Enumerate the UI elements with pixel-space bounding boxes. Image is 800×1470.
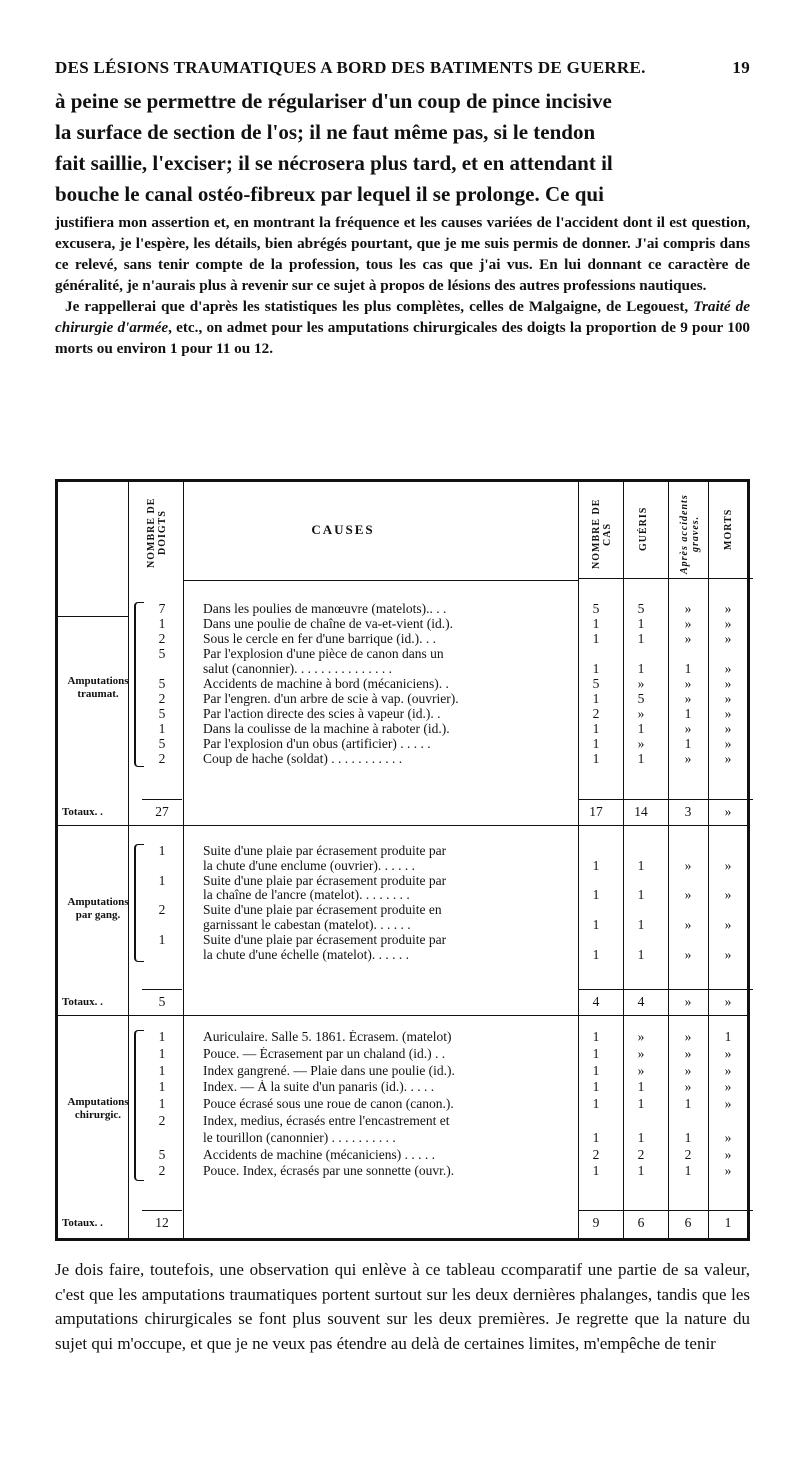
total-rule <box>142 1210 182 1211</box>
total-value: 17 <box>589 804 603 819</box>
cell-cause: salut (canonnier). . . . . . . . . . . . . . . <box>203 662 392 676</box>
total-value: » <box>724 804 732 819</box>
cell-value: 1 <box>592 917 600 932</box>
cell-nombre-doigts: 5 <box>158 646 166 661</box>
total-rule <box>578 989 753 990</box>
cell-value: » <box>684 917 692 932</box>
cell-cause: Dans une poulie de chaîne de va-et-vient (id.). <box>203 617 454 631</box>
cell-value: » <box>684 946 692 962</box>
cell-value: 1 <box>684 736 692 751</box>
total-value: 6 <box>684 1215 692 1230</box>
cell-value: 1 <box>592 1129 600 1145</box>
cell-cause: Par l'action directe des scies à vapeur (id.). . <box>203 707 441 721</box>
cell-value: 1 <box>592 887 600 903</box>
cell-value: 2 <box>592 706 600 721</box>
table-col-divider <box>128 482 129 1238</box>
cell-value: » <box>684 601 692 616</box>
header-nombre-cas: NOMBRE DE CAS <box>591 498 613 570</box>
cell-value: 1 <box>592 691 600 706</box>
cell-value: 1 <box>637 857 645 873</box>
total-label: Totaux. . <box>62 1217 103 1229</box>
cell-value: » <box>724 1079 732 1095</box>
cell-nombre-doigts: 1 <box>158 872 166 888</box>
cell-value: 5 <box>592 601 600 616</box>
total-value: 4 <box>592 994 600 1009</box>
cell-nombre-doigts: 2 <box>158 751 166 766</box>
group-separator <box>58 1015 747 1016</box>
cell-value: 1 <box>637 631 645 646</box>
page-number: 19 <box>732 58 750 77</box>
cell-cause: le tourillon (canonnier) . . . . . . . . . . <box>203 1130 396 1145</box>
cell-value: 1 <box>592 1079 600 1095</box>
header-causes: CAUSES <box>311 522 375 537</box>
cell-value: 1 <box>592 946 600 962</box>
cell-cause: Par l'explosion d'un obus (artificier) . . . . . <box>203 737 431 751</box>
cell-value: » <box>724 616 732 631</box>
cell-value: » <box>684 631 692 646</box>
cell-value: 1 <box>637 616 645 631</box>
cell-value: » <box>684 1062 692 1078</box>
cell-value: » <box>684 751 692 766</box>
cell-value: » <box>684 616 692 631</box>
group-label: Amputations par gang. <box>67 896 129 921</box>
closing-text: Je dois faire, toutefois, une observation qui enlève à ce tableau ccomparatif une partie de sa valeur, c'est que les amputations traumatiques portent surtout sur les deux dernières phalanges, tandis que les amputations chirurgicales se font plus souvent sur les deux premières. Je regrette que la nature du sujet qui m'occupe, et que je ne veux pas étendre au delà de certaines limites, m'empêche de tenir <box>55 1260 750 1353</box>
closing-paragraph <box>55 1258 750 1356</box>
cell-value: 1 <box>592 1062 600 1078</box>
cell-cause: Suite d'une plaie par écrasement produite par <box>203 932 447 947</box>
cell-nombre-doigts: 1 <box>158 1079 166 1095</box>
cell-cause: Suite d'une plaie par écrasement produite en <box>203 903 442 918</box>
table-rule <box>183 580 578 581</box>
cell-value: » <box>724 676 732 691</box>
page-text <box>55 58 750 359</box>
total-rule <box>142 799 182 800</box>
cell-value: 1 <box>684 706 692 721</box>
table-col-divider <box>183 482 184 1238</box>
cell-value: 1 <box>637 1163 645 1179</box>
total-value: 1 <box>724 1215 732 1230</box>
cell-cause: Suite d'une plaie par écrasement produite par <box>203 844 447 858</box>
cell-value: 1 <box>592 1045 600 1061</box>
cell-nombre-doigts: 1 <box>158 931 166 947</box>
total-value: 14 <box>634 804 648 819</box>
cell-value: » <box>724 601 732 616</box>
cell-value: 5 <box>592 676 600 691</box>
cell-value: 1 <box>637 1129 645 1145</box>
total-value: 4 <box>637 994 645 1009</box>
cell-cause: Pouce. Index, écrasés par une sonnette (ouvr.). <box>203 1164 455 1179</box>
cell-cause: Par l'explosion d'une pièce de canon dans un <box>203 647 444 661</box>
cell-value: 1 <box>592 857 600 873</box>
cell-value: 1 <box>592 631 600 646</box>
cell-value: » <box>724 917 732 932</box>
cell-value: 1 <box>637 917 645 932</box>
total-value: 6 <box>637 1215 645 1230</box>
cell-value: » <box>724 631 732 646</box>
cell-value: » <box>724 1045 732 1061</box>
header-gueris: GUÉRIS <box>638 506 649 552</box>
cell-nombre-doigts: 2 <box>158 631 166 646</box>
total-value: » <box>684 994 692 1009</box>
cell-value: 1 <box>592 616 600 631</box>
cell-value: 2 <box>684 1146 692 1162</box>
cell-value: » <box>724 751 732 766</box>
total-rule <box>142 989 182 990</box>
total-doigts: 12 <box>155 1215 169 1230</box>
cell-value: 1 <box>724 1029 732 1044</box>
cell-nombre-doigts: 2 <box>158 691 166 706</box>
cell-value: » <box>724 691 732 706</box>
group-label: Amputations traumat. <box>67 675 129 700</box>
lead-line: bouche le canal ostéo-fibreux par lequel il se prolonge. Ce qui <box>55 182 604 206</box>
cell-value: 1 <box>637 721 645 736</box>
header-apres-accidents: Après accidents graves. <box>679 494 701 574</box>
cell-value: 1 <box>592 736 600 751</box>
cell-value: 1 <box>592 1029 600 1044</box>
cell-value: » <box>724 706 732 721</box>
cell-value: » <box>724 887 732 903</box>
paragraph-1: justifiera mon assertion et, en montrant la fréquence et les causes variées de l'accident dont il est question, excusera, je l'espère, les détails, bien abrégés pourtant, que je me suis permis de donner. J'ai compris dans ce relevé, sans tenir compte de la profession, tous les cas que j'ai vus. En lui donnant ce caractère de généralité, je n'aurais plus à revenir sur ce sujet à propos de lésions des autres professions nautiques. <box>55 214 750 294</box>
cell-value: » <box>684 691 692 706</box>
cell-value: » <box>724 857 732 873</box>
lead-line: la surface de section de l'os; il ne faut même pas, si le tendon <box>55 120 596 144</box>
group-label: Amputations chirurgic. <box>67 1096 129 1121</box>
cell-nombre-doigts: 1 <box>158 1029 166 1044</box>
cell-cause: la chute d'une enclume (ouvrier). . . . . . <box>203 858 415 873</box>
cell-nombre-doigts: 5 <box>158 676 166 691</box>
lead-line: fait saillie, l'exciser; il se nécrosera plus tard, et en attendant il <box>55 151 613 175</box>
cell-value: » <box>637 1045 645 1061</box>
cell-cause: Index. — À la suite d'un panaris (id.). . . . . <box>203 1080 435 1095</box>
cell-cause: Coup de hache (soldat) . . . . . . . . . . . <box>203 752 403 766</box>
table-col-divider <box>668 482 669 1238</box>
cell-value: 2 <box>637 1146 645 1162</box>
table-rule <box>58 616 128 617</box>
cell-value: 1 <box>592 751 600 766</box>
cell-cause: Pouce. — Écrasement par un chaland (id.) . . <box>203 1046 446 1061</box>
cell-cause: la chute d'une échelle (matelot). . . . . . <box>203 947 409 962</box>
cell-value: 1 <box>592 1163 600 1179</box>
cell-nombre-doigts: 1 <box>158 1062 166 1078</box>
cell-cause: Sous le cercle en fer d'une barrique (id.). . . <box>203 632 436 646</box>
cell-cause: Index, medius, écrasés entre l'encastrement et <box>203 1114 450 1128</box>
paragraph-2: Je rappellerai que d'après les statistiques les plus complètes, celles de Malgaigne, de Legouest, Traité de chirurgie d'armée, etc., on admet pour les amputations chirurgicales des doigts la proportion de 9 pour 100 morts ou environ 1 pour 11 ou 12. <box>55 298 751 357</box>
cell-value: 1 <box>684 1096 692 1112</box>
total-doigts: 5 <box>158 994 166 1009</box>
cell-value: » <box>684 887 692 903</box>
cell-nombre-doigts: 5 <box>158 1146 166 1162</box>
cell-value: 2 <box>592 1146 600 1162</box>
cell-cause: Dans les poulies de manœuvre (matelots).. . . <box>203 602 447 616</box>
cell-cause: Accidents de machine (mécaniciens) . . . . . <box>203 1147 436 1162</box>
cell-value: 5 <box>637 601 645 616</box>
cell-value: » <box>684 676 692 691</box>
lead-line: à peine se permettre de régulariser d'un coup de pince incisive <box>55 89 612 113</box>
cell-cause: Dans la coulisse de la machine à raboter (id.). <box>203 722 450 736</box>
cell-value: » <box>684 857 692 873</box>
cell-cause: Accidents de machine à bord (mécaniciens). . <box>203 677 449 691</box>
table-rule <box>578 578 753 579</box>
cell-cause: la chaîne de l'ancre (matelot). . . . . . . . <box>203 888 410 903</box>
total-value: 3 <box>684 804 692 819</box>
total-rule <box>578 799 753 800</box>
cell-value: 1 <box>592 721 600 736</box>
cell-value: » <box>724 721 732 736</box>
total-rule <box>578 1210 753 1211</box>
cell-value: » <box>684 721 692 736</box>
cell-value: 1 <box>684 661 692 676</box>
cell-value: » <box>724 1129 732 1145</box>
total-value: 9 <box>592 1215 600 1230</box>
cell-nombre-doigts: 1 <box>158 616 166 631</box>
cell-value: » <box>724 1062 732 1078</box>
cell-nombre-doigts: 5 <box>158 736 166 751</box>
cell-cause: garnissant le cabestan (matelot). . . . . . <box>203 918 411 932</box>
cell-value: » <box>724 1163 732 1179</box>
cell-value: » <box>724 1096 732 1112</box>
header-nombre-doigts: NOMBRE DE DOIGTS <box>146 497 168 569</box>
cell-value: » <box>684 1045 692 1061</box>
cell-nombre-doigts: 2 <box>158 1113 166 1128</box>
cell-value: 5 <box>637 691 645 706</box>
cell-value: » <box>724 1146 732 1162</box>
cell-value: » <box>637 706 645 721</box>
cell-cause: Par l'engren. d'un arbre de scie à vap. (ouvrier). <box>203 692 459 706</box>
cell-value: » <box>637 676 645 691</box>
cell-value: 1 <box>684 1163 692 1179</box>
cell-value: 1 <box>592 661 600 676</box>
table-col-divider <box>708 482 709 1238</box>
statistics-table <box>55 479 750 1241</box>
cell-value: » <box>637 1062 645 1078</box>
cell-nombre-doigts: 1 <box>158 1096 166 1112</box>
cell-nombre-doigts: 1 <box>158 1045 166 1061</box>
cell-nombre-doigts: 2 <box>158 1163 166 1179</box>
cell-cause: Index gangrené. — Plaie dans une poulie (id.). <box>203 1063 455 1078</box>
cell-value: » <box>724 736 732 751</box>
total-label: Totaux. . <box>62 996 103 1008</box>
cell-nombre-doigts: 2 <box>158 902 166 918</box>
cell-cause: Suite d'une plaie par écrasement produite par <box>203 873 447 888</box>
cell-cause: Auriculaire. Salle 5. 1861. Écrasem. (matelot) <box>203 1030 452 1044</box>
cell-value: 1 <box>637 946 645 962</box>
cell-cause: Pouce écrasé sous une roue de canon (canon.). <box>203 1097 454 1112</box>
cell-value: » <box>684 1079 692 1095</box>
header-morts: MORTS <box>723 508 734 550</box>
cell-value: 1 <box>684 1129 692 1145</box>
cell-value: 1 <box>637 751 645 766</box>
cell-value: » <box>637 1029 645 1044</box>
cell-value: 1 <box>637 1096 645 1112</box>
cell-value: » <box>637 736 645 751</box>
cell-value: » <box>684 1029 692 1044</box>
cell-value: » <box>724 946 732 962</box>
cell-nombre-doigts: 7 <box>158 601 166 616</box>
header-title: DES LÉSIONS TRAUMATIQUES A BORD DES BATIMENTS DE GUERRE. <box>55 58 646 77</box>
group-separator <box>58 825 747 826</box>
cell-value: 1 <box>637 1079 645 1095</box>
running-header <box>55 58 750 78</box>
cell-nombre-doigts: 5 <box>158 706 166 721</box>
cell-nombre-doigts: 1 <box>158 721 166 736</box>
cell-nombre-doigts: 1 <box>158 843 166 858</box>
total-label: Totaux. . <box>62 806 103 818</box>
cell-value: » <box>724 661 732 676</box>
cell-value: 1 <box>592 1096 600 1112</box>
cell-value: 1 <box>637 887 645 903</box>
cell-value: 1 <box>637 661 645 676</box>
total-value: » <box>724 994 732 1009</box>
total-doigts: 27 <box>155 804 169 819</box>
